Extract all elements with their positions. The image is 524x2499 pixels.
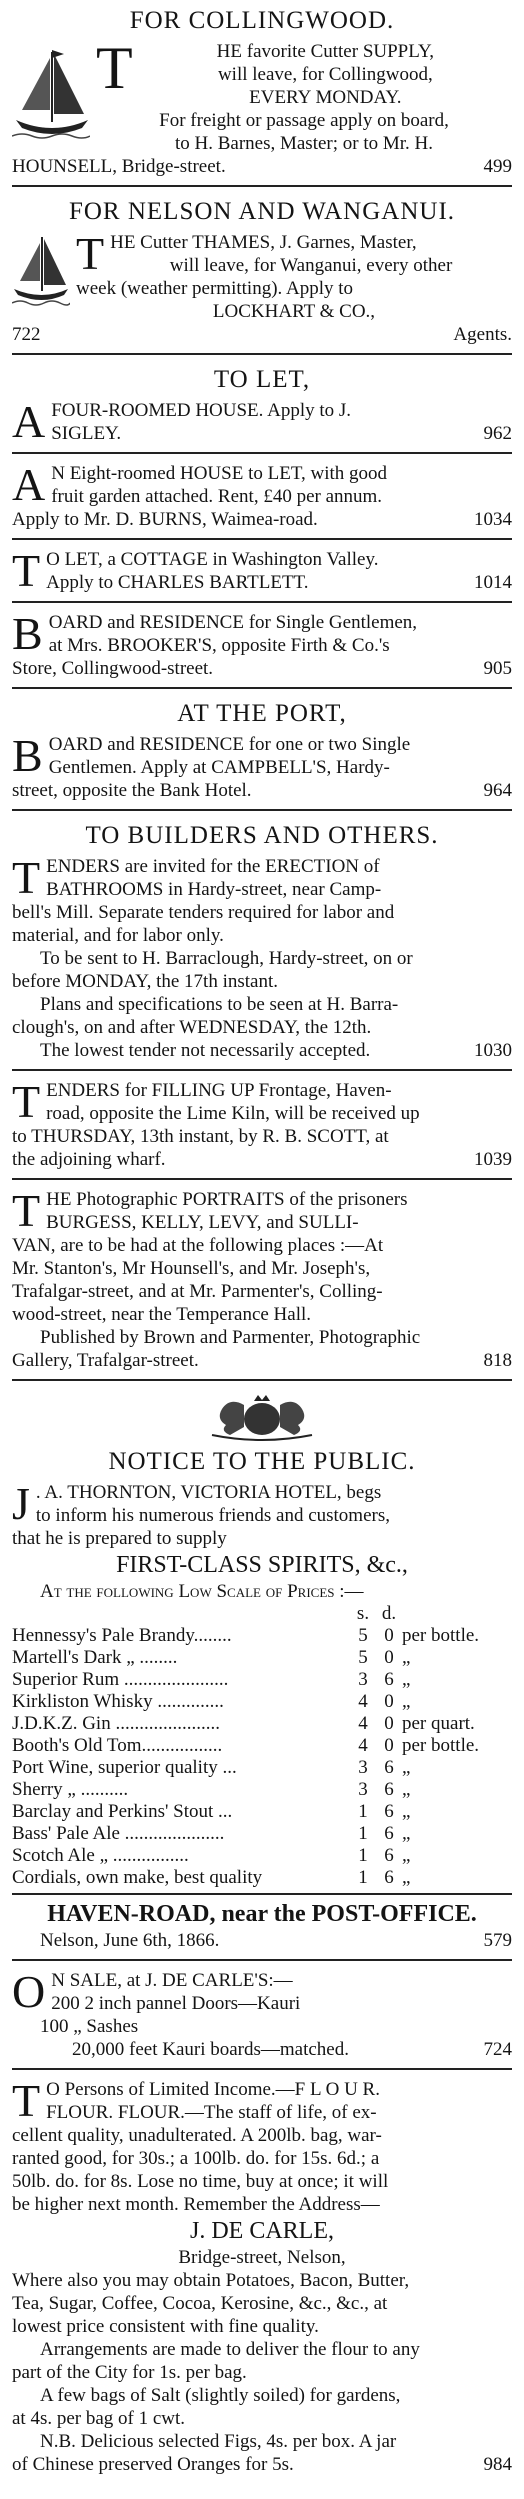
ad-text-line: to H. Barnes, Master; or to Mr. H. xyxy=(174,133,434,154)
price-unit: per quart. xyxy=(402,1713,475,1734)
price-name: Martell's Dark „ ........ xyxy=(12,1647,178,1668)
divider xyxy=(12,185,512,187)
price-s: 1 xyxy=(358,1867,368,1888)
ad-text-line: road, opposite the Lime Kiln, will be received up xyxy=(46,1103,420,1124)
ad-text-line: before MONDAY, the 17th instant. xyxy=(12,971,278,992)
ad-text-line: clough's, on and after WEDNESDAY, the 12th. xyxy=(12,1017,372,1038)
price-s: 4 xyxy=(358,1691,368,1712)
price-list-row xyxy=(12,1867,512,1889)
price-s: 3 xyxy=(358,1779,368,1800)
ad-text-line: The lowest tender not necessarily accepted. 1030 xyxy=(40,1040,512,1061)
price-list-row xyxy=(12,1647,512,1669)
price-s: 4 xyxy=(358,1713,368,1734)
price-name: Hennessy's Pale Brandy........ xyxy=(12,1625,232,1646)
drop-cap: T xyxy=(12,1076,41,1127)
price-name: Barclay and Perkins' Stout ... xyxy=(12,1801,233,1822)
price-list-row xyxy=(12,1823,512,1845)
price-s: 1 xyxy=(358,1823,368,1844)
ad-text-line: Arrangements are made to deliver the flour to any xyxy=(40,2339,420,2360)
ad-text-line: Mr. Stanton's, Mr Hounsell's, and Mr. Joseph's, xyxy=(12,1258,371,1279)
ad-number: 499 xyxy=(483,156,512,177)
divider xyxy=(12,2068,512,2070)
price-name: Superior Rum ...................... xyxy=(12,1669,229,1690)
divider xyxy=(12,353,512,355)
price-name: Booth's Old Tom................. xyxy=(12,1735,223,1756)
ad-to-let xyxy=(12,359,512,448)
drop-cap: A xyxy=(12,459,46,510)
ad-text-line: will leave, for Wanganui, every other xyxy=(169,255,453,276)
ad-text-line: A few bags of Salt (slightly soiled) for gardens, xyxy=(40,2385,401,2406)
divider xyxy=(12,809,512,811)
ad-text-line: LOCKHART & CO., xyxy=(212,301,376,322)
ad-heading: FOR NELSON AND WANGANUI. xyxy=(68,198,456,225)
price-unit: „ xyxy=(402,1669,411,1690)
price-name: J.D.K.Z. Gin ...................... xyxy=(12,1713,220,1734)
ad-heading: AT THE PORT, xyxy=(177,700,347,727)
ad-text-line: VAN, are to be had at the following places :—At xyxy=(12,1235,384,1256)
drop-cap: B xyxy=(12,608,43,659)
ad-to-builders xyxy=(12,815,512,1065)
price-d: 6 xyxy=(384,1779,394,1800)
ad-at-the-port xyxy=(12,693,512,805)
price-list-row xyxy=(12,1625,512,1647)
ad-number: 579 xyxy=(483,1930,512,1951)
ad-text-line: N Eight-roomed HOUSE to LET, with good xyxy=(51,463,388,484)
price-s: 1 xyxy=(358,1801,368,1822)
drop-cap: T xyxy=(76,228,105,279)
divider xyxy=(12,1959,512,1961)
ad-text-line: of Chinese preserved Oranges for 5s. 984 xyxy=(12,2454,512,2475)
price-unit: „ xyxy=(402,1779,411,1800)
ad-text-line: material, and for labor only. xyxy=(12,925,224,946)
ad-text-line: EVERY MONDAY. xyxy=(249,87,402,108)
price-d: 6 xyxy=(384,1669,394,1690)
price-name: Cordials, own make, best quality xyxy=(12,1867,263,1888)
price-unit: „ xyxy=(402,1823,411,1844)
ad-text-line: lowest price consistent with fine quality. xyxy=(12,2316,319,2337)
price-s: 5 xyxy=(358,1625,368,1646)
ad-text-line: fruit garden attached. Rent, £40 per annum. xyxy=(51,486,383,507)
ad-nelson-wanganui xyxy=(12,191,512,349)
ad-heading: FOR COLLINGWOOD. xyxy=(129,7,395,34)
ad-text-line: At the following Low Scale of Prices :— xyxy=(40,1581,364,1602)
price-s: 5 xyxy=(358,1647,368,1668)
price-unit: „ xyxy=(402,1647,411,1668)
drop-cap: T xyxy=(12,852,41,903)
ad-number: 964 xyxy=(483,780,512,801)
ad-text-line: BURGESS, KELLY, LEVY, and SULLI- xyxy=(46,1212,359,1233)
ad-text-line: For freight or passage apply on board, xyxy=(159,110,449,131)
divider xyxy=(12,1379,512,1381)
price-d: 0 xyxy=(384,1713,394,1734)
ad-text-line: OARD and RESIDENCE for one or two Single xyxy=(48,734,411,755)
price-list-row xyxy=(12,1779,512,1801)
price-list-row xyxy=(12,1801,512,1823)
ad-text-line: O LET, a COTTAGE in Washington Valley. xyxy=(46,549,379,570)
ad-text-line: week (weather permitting). Apply to xyxy=(76,278,354,299)
price-list-row xyxy=(12,1845,512,1867)
divider xyxy=(12,452,512,454)
ad-text-line: that he is prepared to supply xyxy=(12,1528,227,1549)
divider xyxy=(12,538,512,540)
ad-number: 962 xyxy=(483,423,512,444)
sailing-ship-icon xyxy=(12,44,90,144)
drop-cap: T xyxy=(12,2075,41,2126)
price-d: 0 xyxy=(384,1691,394,1712)
ad-text-line: 722 Agents. xyxy=(12,324,512,345)
price-name: Port Wine, superior quality ... xyxy=(12,1757,237,1778)
ad-text-line: HE favorite Cutter SUPPLY, xyxy=(216,41,434,62)
ad-text-line: HAVEN-ROAD, near the POST-OFFICE. xyxy=(47,1901,477,1927)
ad-text-line: Bridge-street, Nelson, xyxy=(178,2247,346,2268)
price-list-row xyxy=(12,1735,512,1757)
ad-burns-house xyxy=(12,458,512,534)
ad-number: 818 xyxy=(483,1350,512,1371)
sailing-ship-icon xyxy=(12,233,70,307)
ad-text-line: Where also you may obtain Potatoes, Bacon, Butter, xyxy=(12,2270,410,2291)
ad-text-line: Tea, Sugar, Coffee, Cocoa, Kerosine, &c., &c., at xyxy=(12,2293,388,2314)
drop-cap: B xyxy=(12,730,43,781)
drop-cap: O xyxy=(12,1966,46,2017)
ad-number: 1039 xyxy=(474,1149,512,1170)
ad-text-line: J. DE CARLE, xyxy=(190,2218,334,2244)
ad-photographic-portraits xyxy=(12,1184,512,1375)
price-name: Sherry „ .......... xyxy=(12,1779,129,1800)
ad-heading: NOTICE TO THE PUBLIC. xyxy=(108,1448,416,1475)
ad-text-line: Gentlemen. Apply at CAMPBELL'S, Hardy- xyxy=(48,757,390,778)
price-name: Kirkliston Whisky .............. xyxy=(12,1691,224,1712)
ad-text-line: FLOUR. FLOUR.—The staff of life, of ex- xyxy=(46,2102,377,2123)
price-list-header: s. d. xyxy=(356,1603,397,1624)
ad-text-line: the adjoining wharf. 1039 xyxy=(12,1149,512,1170)
ad-number: 1014 xyxy=(474,572,512,593)
ad-text-line: Plans and specifications to be seen at H. Barra- xyxy=(40,994,399,1015)
price-d: 6 xyxy=(384,1757,394,1778)
ad-heading: TO BUILDERS AND OTHERS. xyxy=(85,822,439,849)
ad-text-line: FIRST-CLASS SPIRITS, &c., xyxy=(116,1552,408,1578)
drop-cap: A xyxy=(12,396,46,447)
ad-bartlett-cottage xyxy=(12,544,512,597)
ad-number: 984 xyxy=(483,2454,512,2475)
price-d: 0 xyxy=(384,1647,394,1668)
price-list-row xyxy=(12,1691,512,1713)
ad-text-line: Store, Collingwood-street. 905 xyxy=(12,658,512,679)
ad-text-line: 200 2 inch pannel Doors—Kauri xyxy=(51,1993,301,2014)
price-list-row xyxy=(12,1757,512,1779)
ad-number: 1030 xyxy=(474,1040,512,1061)
ad-collingwood xyxy=(12,0,512,181)
price-unit: per bottle. xyxy=(402,1735,480,1756)
price-s: 3 xyxy=(358,1669,368,1690)
ad-text-line: Apply to CHARLES BARTLETT. 1014 xyxy=(46,572,512,593)
ad-scott-tenders xyxy=(12,1075,512,1174)
ad-text-line: SIGLEY. 962 xyxy=(51,423,512,444)
ad-text-line: wood-street, near the Temperance Hall. xyxy=(12,1304,312,1325)
price-s: 3 xyxy=(358,1757,368,1778)
ad-text-line: BATHROOMS in Hardy-street, near Camp- xyxy=(46,879,382,900)
drop-cap: T xyxy=(12,545,41,596)
price-unit: „ xyxy=(402,1801,411,1822)
divider xyxy=(12,1893,512,1895)
ad-flour-de-carle xyxy=(12,2074,512,2479)
ad-text-line: To be sent to H. Barraclough, Hardy-street, on or xyxy=(40,948,413,969)
price-unit: „ xyxy=(402,1867,411,1888)
ad-text-line: to inform his numerous friends and customers, xyxy=(35,1505,390,1526)
ad-notice-to-public xyxy=(12,1385,512,1955)
ad-text-line: to THURSDAY, 13th instant, by R. B. SCOTT, at xyxy=(12,1126,389,1147)
ad-text-line: HOUNSELL, Bridge-street. 499 xyxy=(12,156,512,177)
ad-text-line: Trafalgar-street, and at Mr. Parmenter's, Colling- xyxy=(12,1281,383,1302)
ad-text-line: at 4s. per bag of 1 cwt. xyxy=(12,2408,186,2429)
ad-text-line: cellent quality, unadulterated. A 200lb. bag, war- xyxy=(12,2125,382,2146)
price-d: 6 xyxy=(384,1801,394,1822)
price-unit: per bottle. xyxy=(402,1625,480,1646)
ad-text-line: 100 „ Sashes xyxy=(40,2016,139,2037)
price-d: 0 xyxy=(384,1625,394,1646)
ad-text-line: HE Photographic PORTRAITS of the prisoners xyxy=(46,1189,408,1210)
ad-text-line: N.B. Delicious selected Figs, 4s. per box. A jar xyxy=(40,2431,397,2452)
price-list-row xyxy=(12,1669,512,1691)
price-name: Scotch Ale „ ................ xyxy=(12,1845,189,1866)
price-d: 6 xyxy=(384,1823,394,1844)
divider xyxy=(12,687,512,689)
drop-cap: T xyxy=(12,1185,41,1236)
ad-brooker-board xyxy=(12,607,512,683)
ad-text-line: Gallery, Trafalgar-street. 818 xyxy=(12,1350,512,1371)
ad-text-line: O Persons of Limited Income.—F L O U R. xyxy=(46,2079,380,2100)
ad-number: 724 xyxy=(483,2039,512,2060)
price-unit: „ xyxy=(402,1691,411,1712)
ad-text-line: be higher next month. Remember the Address— xyxy=(12,2194,380,2215)
ad-number: 1034 xyxy=(474,509,512,530)
ad-text-line: ENDERS are invited for the ERECTION of xyxy=(46,856,380,877)
divider xyxy=(12,601,512,603)
ad-text-line: . A. THORNTON, VICTORIA HOTEL, begs xyxy=(35,1482,382,1503)
drop-cap: J xyxy=(12,1478,30,1529)
ad-text-line: part of the City for 1s. per bag. xyxy=(12,2362,247,2383)
price-s: 4 xyxy=(358,1735,368,1756)
price-unit: „ xyxy=(402,1845,411,1866)
ad-text-line: ENDERS for FILLING UP Frontage, Haven- xyxy=(46,1080,392,1101)
ad-text-line: Published by Brown and Parmenter, Photographic xyxy=(40,1327,421,1348)
price-d: 6 xyxy=(384,1867,394,1888)
ad-text-line: street, opposite the Bank Hotel. 964 xyxy=(12,780,512,801)
ad-heading: TO LET, xyxy=(213,366,311,393)
ad-on-sale-de-carle xyxy=(12,1965,512,2064)
price-unit: „ xyxy=(402,1757,411,1778)
ad-text-line: N SALE, at J. DE CARLE'S:— xyxy=(51,1970,293,1991)
ad-text-line: HE Cutter THAMES, J. Garnes, Master, xyxy=(110,232,417,253)
ad-number: 905 xyxy=(483,658,512,679)
price-d: 0 xyxy=(384,1735,394,1756)
divider xyxy=(12,1178,512,1180)
ad-text-line: 50lb. do. for 8s. Lose no time, buy at once; it will xyxy=(12,2171,389,2192)
ad-text-line: bell's Mill. Separate tenders required for labor and xyxy=(12,902,395,923)
royal-crest-icon xyxy=(182,1395,342,1441)
divider xyxy=(12,1069,512,1071)
price-list-row xyxy=(12,1713,512,1735)
price-name: Bass' Pale Ale ..................... xyxy=(12,1823,225,1844)
ad-text-line: 20,000 feet Kauri boards—matched. 724 xyxy=(72,2039,512,2060)
ad-text-line: at Mrs. BROOKER'S, opposite Firth & Co.'s xyxy=(48,635,390,656)
price-s: 1 xyxy=(358,1845,368,1866)
ad-text-line: Nelson, June 6th, 1866. 579 xyxy=(40,1930,512,1951)
ad-text-line: will leave, for Collingwood, xyxy=(217,64,433,85)
ad-text-line: ranted good, for 30s.; a 100lb. do. for 15s. 6d.; a xyxy=(12,2148,380,2169)
price-d: 6 xyxy=(384,1845,394,1866)
ad-number: 722 xyxy=(12,324,41,345)
drop-cap: T xyxy=(96,35,133,101)
price-list xyxy=(12,1603,512,1889)
ad-text-line: OARD and RESIDENCE for Single Gentlemen, xyxy=(48,612,418,633)
ad-text-line: Apply to Mr. D. BURNS, Waimea-road. 1034 xyxy=(12,509,512,530)
ad-text-line: FOUR-ROOMED HOUSE. Apply to J. xyxy=(51,400,352,421)
